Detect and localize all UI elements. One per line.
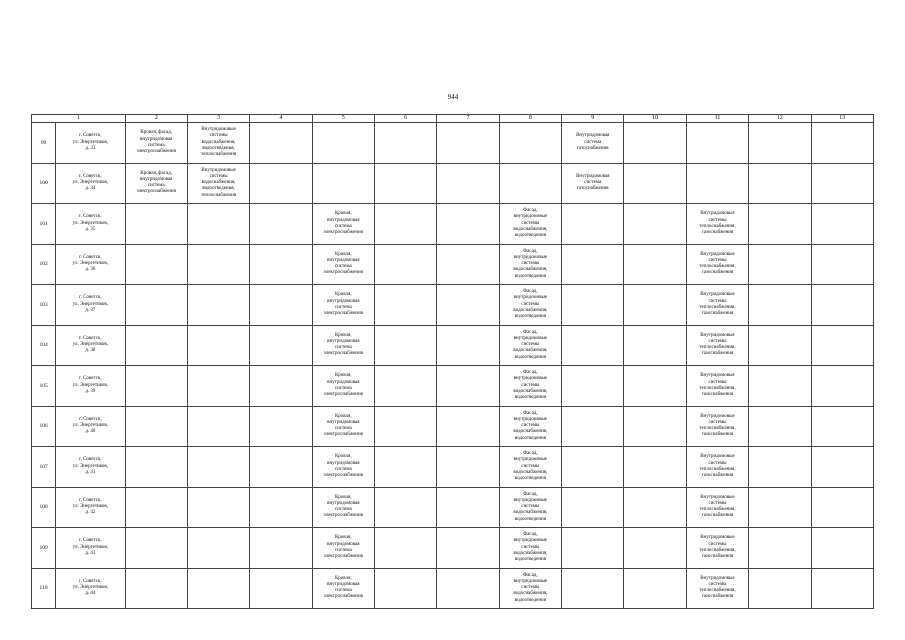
table-row	[32, 285, 874, 326]
col-11-cell	[686, 163, 748, 204]
address-cell: г. Советск, ул. Энергетиков, д. 33	[56, 123, 125, 164]
col-11-cell	[686, 123, 748, 164]
col-13-cell	[811, 528, 874, 569]
column-header-5: 5	[312, 115, 374, 123]
col-3-cell	[187, 204, 249, 245]
col-7-cell	[437, 528, 499, 569]
table-row	[32, 568, 874, 609]
col-8-cell: Фасад, внутридомовые системы водоснабжения, водоотведения	[499, 406, 561, 447]
col-3-cell	[187, 366, 249, 407]
col-10-cell	[624, 528, 686, 569]
col-11-cell: Внутридомовые системы теплоснабжения, газоснабжения	[686, 528, 748, 569]
col-2-cell	[125, 487, 187, 528]
col-4-cell	[250, 528, 312, 569]
col-4-cell	[250, 568, 312, 609]
column-header-1: 1	[32, 115, 126, 123]
col-7-cell	[437, 568, 499, 609]
col-2-cell	[125, 406, 187, 447]
address-cell: г. Советск, ул. Энергетиков, д. 39	[56, 366, 125, 407]
col-6-cell	[374, 568, 436, 609]
col-5-cell	[312, 123, 374, 164]
row-number: 107	[32, 447, 56, 488]
col-5-cell: Кровля, внутридомовая система электроснабжения	[312, 244, 374, 285]
col-8-cell: Фасад, внутридомовые системы водоснабжения, водоотведения	[499, 285, 561, 326]
col-4-cell	[250, 366, 312, 407]
col-3-cell	[187, 447, 249, 488]
col-6-cell	[374, 285, 436, 326]
col-8-cell: Фасад, внутридомовые системы водоснабжения, водоотведения	[499, 366, 561, 407]
row-number: 102	[32, 244, 56, 285]
col-9-cell	[562, 366, 624, 407]
col-3-cell	[187, 285, 249, 326]
col-8-cell: Фасад, внутридомовые системы водоснабжения, водоотведения	[499, 325, 561, 366]
col-11-cell: Внутридомовые системы теплоснабжения, газоснабжения	[686, 568, 748, 609]
col-3-cell	[187, 528, 249, 569]
col-5-cell: Кровля, внутридомовая система электроснабжения	[312, 406, 374, 447]
table-row	[32, 447, 874, 488]
col-12-cell	[749, 325, 811, 366]
col-3-cell	[187, 568, 249, 609]
column-header-3: 3	[187, 115, 249, 123]
address-cell: г. Советск, ул. Энергетиков, д. 42	[56, 487, 125, 528]
address-cell: г. Советск, ул. Энергетиков, д. 36	[56, 244, 125, 285]
address-cell: г. Советск, ул. Энергетиков, д. 41	[56, 447, 125, 488]
col-9-cell	[562, 487, 624, 528]
col-6-cell	[374, 325, 436, 366]
col-10-cell	[624, 487, 686, 528]
col-4-cell	[250, 325, 312, 366]
column-header-4: 4	[250, 115, 312, 123]
col-12-cell	[749, 366, 811, 407]
col-8-cell: Фасад, внутридомовые системы водоснабжения, водоотведения	[499, 447, 561, 488]
col-7-cell	[437, 244, 499, 285]
col-11-cell: Внутридомовые системы теплоснабжения, газоснабжения	[686, 487, 748, 528]
col-11-cell: Внутридомовые системы теплоснабжения, газоснабжения	[686, 366, 748, 407]
table-row	[32, 487, 874, 528]
col-11-cell: Внутридомовые системы теплоснабжения, газоснабжения	[686, 244, 748, 285]
col-3-cell	[187, 487, 249, 528]
col-8-cell: Фасад, внутридомовые системы водоснабжения, водоотведения	[499, 244, 561, 285]
col-13-cell	[811, 285, 874, 326]
col-13-cell	[811, 244, 874, 285]
col-6-cell	[374, 244, 436, 285]
page-number: 944	[447, 93, 459, 101]
col-12-cell	[749, 204, 811, 245]
col-13-cell	[811, 204, 874, 245]
col-5-cell: Кровля, внутридомовая система электроснабжения	[312, 366, 374, 407]
row-number: 99	[32, 123, 56, 164]
col-2-cell: Кровля, фасад, внутридомовая система электроснабжения	[125, 163, 187, 204]
col-4-cell	[250, 487, 312, 528]
col-3-cell	[187, 325, 249, 366]
col-13-cell	[811, 568, 874, 609]
col-5-cell: Кровля, внутридомовая система электроснабжения	[312, 568, 374, 609]
table-row	[32, 406, 874, 447]
column-header-6: 6	[374, 115, 436, 123]
col-12-cell	[749, 406, 811, 447]
col-7-cell	[437, 447, 499, 488]
col-5-cell: Кровля, внутридомовая система электроснабжения	[312, 325, 374, 366]
col-2-cell	[125, 447, 187, 488]
col-4-cell	[250, 447, 312, 488]
col-8-cell: Фасад, внутридомовые системы водоснабжения, водоотведения	[499, 528, 561, 569]
col-6-cell	[374, 123, 436, 164]
col-9-cell	[562, 447, 624, 488]
repair-schedule-table	[31, 114, 874, 609]
col-5-cell	[312, 163, 374, 204]
address-cell: г. Советск, ул. Энергетиков, д. 35	[56, 204, 125, 245]
col-7-cell	[437, 487, 499, 528]
col-8-cell	[499, 123, 561, 164]
col-9-cell	[562, 285, 624, 326]
col-11-cell: Внутридомовые системы теплоснабжения, газоснабжения	[686, 406, 748, 447]
table-row	[32, 123, 874, 164]
column-header-2: 2	[125, 115, 187, 123]
col-2-cell	[125, 366, 187, 407]
row-number: 110	[32, 568, 56, 609]
col-6-cell	[374, 406, 436, 447]
col-12-cell	[749, 568, 811, 609]
col-7-cell	[437, 406, 499, 447]
address-cell: г. Советск, ул. Энергетиков, д. 44	[56, 568, 125, 609]
col-6-cell	[374, 366, 436, 407]
col-10-cell	[624, 123, 686, 164]
col-12-cell	[749, 244, 811, 285]
col-5-cell: Кровля, внутридомовая система электроснабжения	[312, 487, 374, 528]
col-13-cell	[811, 487, 874, 528]
col-13-cell	[811, 447, 874, 488]
col-12-cell	[749, 123, 811, 164]
row-number: 105	[32, 366, 56, 407]
col-12-cell	[749, 285, 811, 326]
column-header-12: 12	[749, 115, 811, 123]
col-10-cell	[624, 568, 686, 609]
row-number: 104	[32, 325, 56, 366]
col-4-cell	[250, 406, 312, 447]
col-7-cell	[437, 123, 499, 164]
col-5-cell: Кровля, внутридомовая система электроснабжения	[312, 447, 374, 488]
col-13-cell	[811, 325, 874, 366]
col-6-cell	[374, 204, 436, 245]
col-11-cell: Внутридомовые системы теплоснабжения, газоснабжения	[686, 447, 748, 488]
col-9-cell	[562, 568, 624, 609]
col-13-cell	[811, 366, 874, 407]
col-12-cell	[749, 163, 811, 204]
col-2-cell	[125, 285, 187, 326]
address-cell: г. Советск, ул. Энергетиков, д. 37	[56, 285, 125, 326]
table-row	[32, 366, 874, 407]
row-number: 103	[32, 285, 56, 326]
col-3-cell: Внутридомовые системы водоснабжения, водоотведения, теплоснабжения	[187, 163, 249, 204]
col-5-cell: Кровля, внутридомовая система электроснабжения	[312, 285, 374, 326]
col-11-cell: Внутридомовые системы теплоснабжения, газоснабжения	[686, 285, 748, 326]
col-7-cell	[437, 163, 499, 204]
column-header-10: 10	[624, 115, 686, 123]
col-9-cell	[562, 244, 624, 285]
col-13-cell	[811, 163, 874, 204]
table-row	[32, 528, 874, 569]
col-2-cell	[125, 244, 187, 285]
column-header-9: 9	[562, 115, 624, 123]
col-4-cell	[250, 244, 312, 285]
table-row	[32, 163, 874, 204]
column-header-7: 7	[437, 115, 499, 123]
col-2-cell	[125, 204, 187, 245]
col-9-cell	[562, 204, 624, 245]
col-9-cell	[562, 325, 624, 366]
col-4-cell	[250, 163, 312, 204]
column-number-row	[32, 115, 874, 123]
col-10-cell	[624, 406, 686, 447]
col-3-cell	[187, 244, 249, 285]
address-cell: г. Советск, ул. Энергетиков, д. 34	[56, 163, 125, 204]
row-number: 100	[32, 163, 56, 204]
table-row	[32, 244, 874, 285]
col-10-cell	[624, 325, 686, 366]
col-12-cell	[749, 487, 811, 528]
col-10-cell	[624, 366, 686, 407]
row-number: 106	[32, 406, 56, 447]
address-cell: г. Советск, ул. Энергетиков, д. 43	[56, 528, 125, 569]
col-2-cell	[125, 325, 187, 366]
row-number: 109	[32, 528, 56, 569]
col-11-cell: Внутридомовые системы теплоснабжения, газоснабжения	[686, 325, 748, 366]
col-5-cell: Кровля, внутридомовая система электроснабжения	[312, 204, 374, 245]
row-number: 108	[32, 487, 56, 528]
col-7-cell	[437, 204, 499, 245]
col-8-cell	[499, 163, 561, 204]
address-cell: г. Советск, ул. Энергетиков, д. 40	[56, 406, 125, 447]
col-9-cell	[562, 528, 624, 569]
col-10-cell	[624, 447, 686, 488]
col-12-cell	[749, 528, 811, 569]
col-6-cell	[374, 528, 436, 569]
col-10-cell	[624, 285, 686, 326]
col-10-cell	[624, 163, 686, 204]
col-5-cell: Кровля, внутридомовая система электроснабжения	[312, 528, 374, 569]
column-header-13: 13	[811, 115, 874, 123]
col-8-cell: Фасад, внутридомовые системы водоснабжения, водоотведения	[499, 568, 561, 609]
col-13-cell	[811, 123, 874, 164]
col-7-cell	[437, 366, 499, 407]
col-7-cell	[437, 325, 499, 366]
table-row	[32, 325, 874, 366]
col-3-cell	[187, 406, 249, 447]
col-3-cell: Внутридомовые системы водоснабжения, водоотведения, теплоснабжения	[187, 123, 249, 164]
col-12-cell	[749, 447, 811, 488]
col-2-cell	[125, 528, 187, 569]
col-7-cell	[437, 285, 499, 326]
address-cell: г. Советск, ул. Энергетиков, д. 38	[56, 325, 125, 366]
col-8-cell: Фасад, внутридомовые системы водоснабжения, водоотведения	[499, 487, 561, 528]
row-number: 101	[32, 204, 56, 245]
col-13-cell	[811, 406, 874, 447]
col-2-cell	[125, 568, 187, 609]
col-9-cell: Внутридомовая система газоснабжения	[562, 163, 624, 204]
col-4-cell	[250, 123, 312, 164]
col-6-cell	[374, 447, 436, 488]
col-10-cell	[624, 244, 686, 285]
col-9-cell: Внутридомовая система газоснабжения	[562, 123, 624, 164]
col-9-cell	[562, 406, 624, 447]
col-4-cell	[250, 285, 312, 326]
column-header-8: 8	[499, 115, 561, 123]
col-11-cell: Внутридомовые системы теплоснабжения, газоснабжения	[686, 204, 748, 245]
col-4-cell	[250, 204, 312, 245]
col-2-cell: Кровля, фасад, внутридомовая система электроснабжения	[125, 123, 187, 164]
col-6-cell	[374, 163, 436, 204]
col-8-cell: Фасад, внутридомовые системы водоснабжения, водоотведения	[499, 204, 561, 245]
col-6-cell	[374, 487, 436, 528]
column-header-11: 11	[686, 115, 748, 123]
table-row	[32, 204, 874, 245]
col-10-cell	[624, 204, 686, 245]
